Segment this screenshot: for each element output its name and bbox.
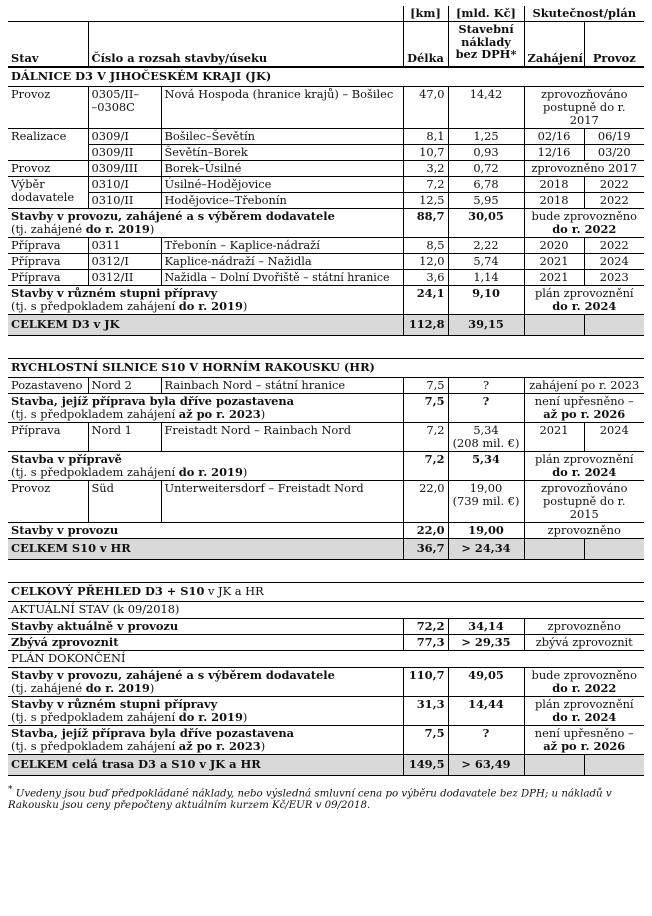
cell-naklady-eur: (208 mil. €) (452, 436, 520, 450)
total-naklady: > 24,34 (448, 539, 524, 560)
cell-stav: Výběr dodavatele (8, 177, 88, 209)
table-row (8, 177, 644, 193)
cell-naklady: 2,22 (448, 238, 524, 254)
cell-stav: Pozastaveno (8, 378, 88, 394)
cell-delka: 7,2 (403, 177, 448, 193)
summary-status: zprovozněno (524, 523, 644, 539)
cell-cislo: 0310/II (88, 193, 161, 209)
summary-status: plán zprovoznění (534, 286, 634, 300)
table-row (8, 423, 644, 452)
header-skutecnost: Skutečnost/plán (524, 6, 644, 22)
summary-note-bold: do r. 2019 (85, 681, 150, 695)
summary-note: (tj. s předpokladem zahájení (11, 407, 179, 421)
table-row (8, 193, 644, 209)
cell-usek: Rainbach Nord – státní hranice (161, 378, 403, 394)
cell-delka: 12,5 (403, 193, 448, 209)
cell-provoz: 2022 (584, 238, 644, 254)
header-cislo: Číslo a rozsah stavby/úseku (88, 22, 403, 68)
summary-note-bold: až po r. 2023 (178, 407, 261, 421)
summary-note: (tj. s předpokladem zahájení (11, 739, 179, 753)
cell-provoz: 2023 (584, 270, 644, 286)
table-row (8, 129, 644, 145)
cell-usek: Freistadt Nord – Rainbach Nord (161, 423, 403, 452)
cell-status-date: postupně do r. 2015 (543, 494, 626, 521)
total-delka: 112,8 (403, 315, 448, 336)
summary-note: (tj. zahájené (11, 222, 86, 236)
footnote (8, 784, 644, 812)
summary-status: bude zprovozněno (531, 209, 637, 223)
cell-stav: Provoz (8, 87, 88, 129)
summary-delka: 77,3 (403, 635, 448, 651)
cell-status: zprovozněno 2017 (524, 161, 644, 177)
summary-row (8, 209, 644, 238)
cell-status: zprovozňováno postupně do r. 2017 (524, 87, 644, 129)
summary-status: plán zprovoznění (534, 452, 634, 466)
summary-label: Zbývá zprovoznit (8, 635, 403, 651)
summary-delka: 7,2 (403, 452, 448, 481)
summary-label: Stavby v provozu, zahájené a s výběrem dodavatele (11, 668, 335, 682)
cell-status: zprovozňováno (541, 481, 628, 495)
summary-status-date: až po r. 2026 (543, 739, 626, 753)
summary-row (8, 668, 644, 697)
cell-delka: 3,2 (403, 161, 448, 177)
cell-usek: Hodějovice–Třebonín (161, 193, 403, 209)
table-row (8, 378, 644, 394)
table-row (8, 238, 644, 254)
cell-usek: Bošilec–Ševětín (161, 129, 403, 145)
cell-zahajeni: 2020 (524, 238, 584, 254)
subsection-plan-row (8, 651, 644, 668)
cell-cislo: 0312/I (88, 254, 161, 270)
cell-usek: Nažidla – Dolní Dvořiště – státní hranice (161, 270, 403, 286)
cell-usek: Kaplice-nádraží – Nažidla (161, 254, 403, 270)
cell-delka: 12,0 (403, 254, 448, 270)
summary-row (8, 286, 644, 315)
cell-usek: Nová Hospoda (hranice krajů) – Bošilec (161, 87, 403, 129)
cell-naklady: 14,42 (448, 87, 524, 129)
summary-delka: 7,5 (403, 394, 448, 423)
summary-status-date: do r. 2022 (552, 222, 617, 236)
summary-naklady: 34,14 (448, 619, 524, 635)
table-row (8, 481, 644, 523)
cell-provoz: 2022 (584, 193, 644, 209)
cell-usek: Úsilné–Hodějovice (161, 177, 403, 193)
table-row (8, 145, 644, 161)
cell-cislo: 0311 (88, 238, 161, 254)
summary-row (8, 619, 644, 635)
cell-cislo: Nord 2 (88, 378, 161, 394)
cell-naklady: 0,72 (448, 161, 524, 177)
total-delka: 149,5 (403, 755, 448, 776)
summary-note-bold: do r. 2019 (178, 465, 243, 479)
total-row-d3 (8, 315, 644, 336)
cell-naklady: 19,00 (469, 481, 503, 495)
summary-label: Stavba v přípravě (11, 452, 122, 466)
footnote-text: Uvedeny jsou buď předpokládané náklady, nebo výsledná smluvní cena po výběru dodavatele bez DPH; u nákladů v Rakousku jsou ceny přepočteny aktuálním kurzem Kč/EUR v 09/2018. (8, 788, 612, 812)
cell-naklady: 1,25 (448, 129, 524, 145)
cell-naklady: 1,14 (448, 270, 524, 286)
cell-delka: 7,2 (403, 423, 448, 452)
table-row (8, 270, 644, 286)
subsection-actual: AKTUÁLNÍ STAV (k 09/2018) (8, 602, 644, 619)
header-provoz: Provoz (584, 22, 644, 68)
summary-status: není upřesněno – (534, 394, 634, 408)
summary-row (8, 726, 644, 755)
cell-status: zahájení po r. 2023 (524, 378, 644, 394)
cell-provoz: 2024 (584, 254, 644, 270)
cell-usek: Třebonín – Kaplice-nádraží (161, 238, 403, 254)
summary-delka: 22,0 (403, 523, 448, 539)
table-row (8, 254, 644, 270)
table-row (8, 87, 644, 129)
cell-provoz: 2024 (584, 423, 644, 452)
cell-cislo: 0309/II (88, 145, 161, 161)
total-naklady: 39,15 (448, 315, 524, 336)
cell-delka: 8,5 (403, 238, 448, 254)
total-naklady: > 63,49 (448, 755, 524, 776)
summary-label: Stavby v různém stupni přípravy (11, 286, 218, 300)
section-overview-title-row (8, 583, 644, 602)
summary-note-end: ) (242, 710, 248, 724)
total-label: CELKEM celá trasa D3 a S10 v JK a HR (8, 755, 403, 776)
section-overview-title-suffix: v JK a HR (204, 584, 264, 598)
summary-delka: 72,2 (403, 619, 448, 635)
cell-stav: Realizace (8, 129, 88, 161)
summary-note-end: ) (260, 739, 266, 753)
header-naklady: Stavební náklady bez DPH* (448, 22, 524, 68)
header-stav: Stav (8, 22, 88, 68)
cell-cislo: 0312/II (88, 270, 161, 286)
summary-status: zbývá zprovoznit (524, 635, 644, 651)
total-row-overall (8, 755, 644, 776)
summary-status-date: do r. 2024 (552, 710, 617, 724)
header-delka: Délka (403, 22, 448, 68)
cell-zahajeni: 2021 (524, 254, 584, 270)
cell-provoz: 2022 (584, 177, 644, 193)
summary-label: Stavby v provozu, zahájené a s výběrem dodavatele (11, 209, 335, 223)
cell-delka: 3,6 (403, 270, 448, 286)
summary-note: (tj. s předpokladem zahájení (11, 710, 179, 724)
cell-cislo: 0305/II– –0308C (88, 87, 161, 129)
summary-note-end: ) (260, 407, 266, 421)
summary-status-date: až po r. 2026 (543, 407, 626, 421)
cell-delka: 8,1 (403, 129, 448, 145)
summary-status: zprovozněno (524, 619, 644, 635)
summary-status: není upřesněno – (534, 726, 634, 740)
cell-stav: Příprava (8, 238, 88, 254)
summary-naklady: 9,10 (448, 286, 524, 315)
summary-naklady: ? (448, 394, 524, 423)
cell-stav: Provoz (8, 161, 88, 177)
summary-delka: 110,7 (403, 668, 448, 697)
project-table (8, 6, 644, 776)
summary-naklady: 49,05 (448, 668, 524, 697)
summary-note-bold: do r. 2019 (178, 710, 243, 724)
summary-label: Stavba, jejíž příprava byla dříve pozastavena (11, 726, 294, 740)
total-row-s10 (8, 539, 644, 560)
cell-stav: Příprava (8, 423, 88, 452)
summary-label: Stavby v provozu (8, 523, 403, 539)
cell-usek: Ševětín–Borek (161, 145, 403, 161)
cell-cislo: Süd (88, 481, 161, 523)
summary-note-bold: až po r. 2023 (178, 739, 261, 753)
section-d3-title-row (8, 67, 644, 87)
summary-note-bold: do r. 2019 (85, 222, 150, 236)
summary-row (8, 523, 644, 539)
cell-stav: Příprava (8, 270, 88, 286)
summary-naklady: 5,34 (448, 452, 524, 481)
summary-naklady: 30,05 (448, 209, 524, 238)
table-row (8, 161, 644, 177)
summary-row (8, 452, 644, 481)
summary-status-date: do r. 2024 (552, 465, 617, 479)
summary-note: (tj. zahájené (11, 681, 86, 695)
summary-row (8, 697, 644, 726)
cell-zahajeni: 2018 (524, 193, 584, 209)
summary-label: Stavby v různém stupni přípravy (11, 697, 218, 711)
summary-delka: 7,5 (403, 726, 448, 755)
summary-naklady: 19,00 (448, 523, 524, 539)
cell-naklady: 5,74 (448, 254, 524, 270)
subsection-plan: PLÁN DOKONČENÍ (8, 651, 644, 668)
project-table-page (8, 6, 644, 812)
cell-cislo: Nord 1 (88, 423, 161, 452)
cell-naklady-eur: (739 mil. €) (452, 494, 520, 508)
cell-usek: Borek–Úsilné (161, 161, 403, 177)
cell-delka: 47,0 (403, 87, 448, 129)
cell-stav: Provoz (8, 481, 88, 523)
summary-delka: 24,1 (403, 286, 448, 315)
header-row-labels (8, 22, 644, 68)
summary-note-end: ) (242, 299, 248, 313)
cell-naklady: 0,93 (448, 145, 524, 161)
cell-usek: Unterweitersdorf – Freistadt Nord (161, 481, 403, 523)
summary-status-date: do r. 2022 (552, 681, 617, 695)
section-s10-title-row (8, 359, 644, 378)
summary-status-date: do r. 2024 (552, 299, 617, 313)
cell-naklady: 5,34 (473, 423, 499, 437)
cell-naklady: ? (448, 378, 524, 394)
header-row-units (8, 6, 644, 22)
header-zahajeni: Zahájení (524, 22, 584, 68)
summary-naklady: > 29,35 (448, 635, 524, 651)
summary-note-end: ) (149, 681, 155, 695)
summary-label: Stavby aktuálně v provozu (8, 619, 403, 635)
cell-stav: Příprava (8, 254, 88, 270)
cell-provoz: 06/19 (584, 129, 644, 145)
cell-zahajeni: 02/16 (524, 129, 584, 145)
unit-mld: [mld. Kč] (448, 6, 524, 22)
cell-cislo: 0309/III (88, 161, 161, 177)
subsection-actual-row (8, 602, 644, 619)
summary-row (8, 635, 644, 651)
summary-note: (tj. s předpokladem zahájení (11, 299, 179, 313)
summary-status: plán zprovoznění (534, 697, 634, 711)
summary-naklady: 14,44 (448, 697, 524, 726)
total-delka: 36,7 (403, 539, 448, 560)
summary-delka: 31,3 (403, 697, 448, 726)
cell-cislo: 0310/I (88, 177, 161, 193)
summary-status: bude zprovozněno (531, 668, 637, 682)
cell-delka: 10,7 (403, 145, 448, 161)
summary-note-end: ) (242, 465, 248, 479)
summary-delka: 88,7 (403, 209, 448, 238)
section-overview-title: CELKOVÝ PŘEHLED D3 + S10 (11, 584, 205, 598)
cell-delka: 22,0 (403, 481, 448, 523)
cell-delka: 7,5 (403, 378, 448, 394)
summary-row (8, 394, 644, 423)
summary-label: Stavba, jejíž příprava byla dříve pozastavena (11, 394, 294, 408)
footnote-mark: * (8, 785, 13, 795)
cell-naklady: 6,78 (448, 177, 524, 193)
section-s10-title: RYCHLOSTNÍ SILNICE S10 V HORNÍM RAKOUSKU (HR) (8, 359, 644, 378)
section-d3-title: DÁLNICE D3 V JIHOČESKÉM KRAJI (JK) (8, 67, 644, 87)
total-label: CELKEM D3 v JK (8, 315, 403, 336)
summary-note: (tj. s předpokladem zahájení (11, 465, 179, 479)
cell-zahajeni: 2018 (524, 177, 584, 193)
cell-cislo: 0309/I (88, 129, 161, 145)
cell-zahajeni: 12/16 (524, 145, 584, 161)
summary-note-bold: do r. 2019 (178, 299, 243, 313)
cell-naklady: 5,95 (448, 193, 524, 209)
unit-km: [km] (403, 6, 448, 22)
total-label: CELKEM S10 v HR (8, 539, 403, 560)
cell-provoz: 03/20 (584, 145, 644, 161)
cell-zahajeni: 2021 (524, 270, 584, 286)
summary-naklady: ? (448, 726, 524, 755)
cell-zahajeni: 2021 (524, 423, 584, 452)
summary-note-end: ) (149, 222, 155, 236)
